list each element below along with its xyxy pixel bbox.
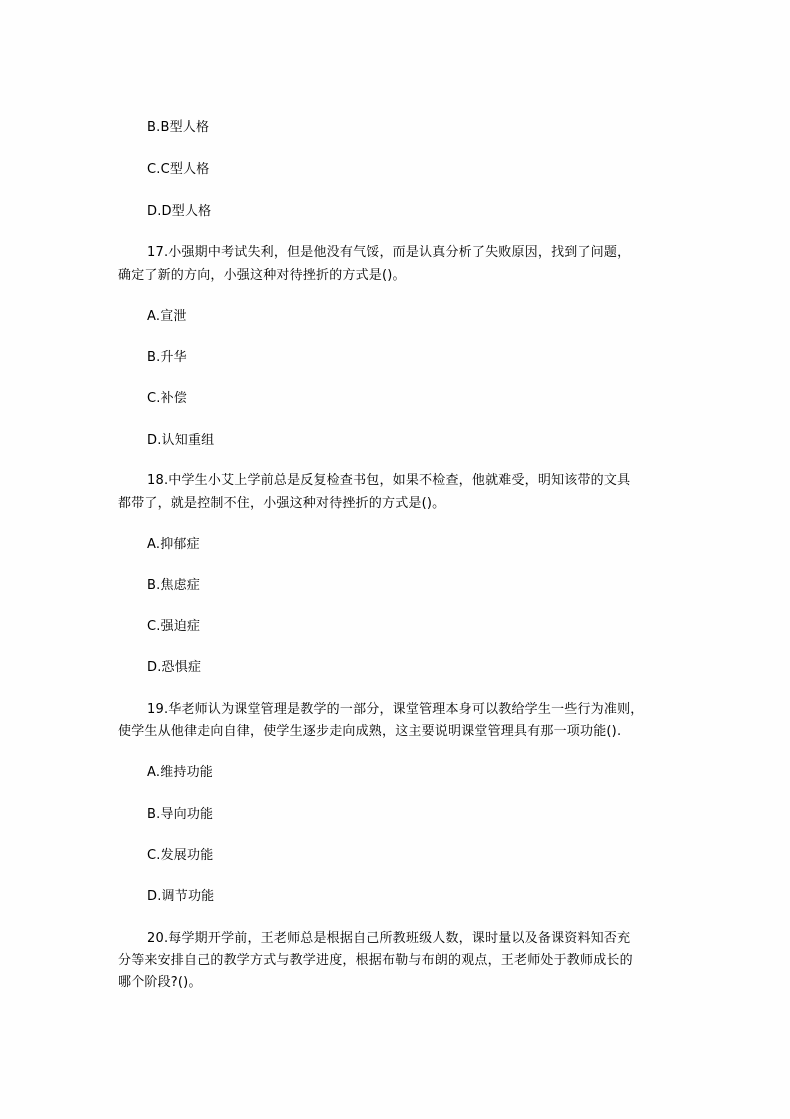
question-20-text-line-3: 哪个阶段?()。 xyxy=(118,975,202,990)
question-20-text-line-1: 20.每学期开学前，王老师总是根据自己所教班级人数，课时量以及备课资料知否充 xyxy=(147,931,631,946)
question-20-text-line-2: 分等来安排自己的教学方式与教学进度，根据布勒与布朗的观点，王老师处于教师成长的 xyxy=(118,953,633,968)
question-19-text-line-2: 使学生从他律走向自律，使学生逐步走向成熟，这主要说明课堂管理具有那一项功能(). xyxy=(118,724,622,739)
option-c: C.C型人格 xyxy=(147,162,210,177)
question-19-option-d: D.调节功能 xyxy=(147,889,215,904)
question-18-option-d: D.恐惧症 xyxy=(147,660,202,675)
question-17-option-a: A.宣泄 xyxy=(147,309,187,324)
question-19-option-a: A.维持功能 xyxy=(147,765,213,780)
question-19-text-line-1: 19.华老师认为课堂管理是教学的一部分，课堂管理本身可以教给学生一些行为准则， xyxy=(147,702,644,717)
question-17-option-d: D.认知重组 xyxy=(147,433,215,448)
question-17-text-line-2: 确定了新的方向，小强这种对待挫折的方式是()。 xyxy=(118,268,406,283)
question-17-option-c: C.补偿 xyxy=(147,391,188,406)
question-17-option-b: B.升华 xyxy=(147,350,187,365)
question-18-text-line-2: 都带了，就是控制不住，小强这种对待挫折的方式是()。 xyxy=(118,496,446,511)
question-18-text-line-1: 18.中学生小艾上学前总是反复检查书包，如果不检查，他就难受，明知该带的文具 xyxy=(147,473,631,488)
option-d: D.D型人格 xyxy=(147,204,212,219)
question-18-option-b: B.焦虑症 xyxy=(147,578,201,593)
question-19-option-c: C.发展功能 xyxy=(147,848,214,863)
question-19-option-b: B.导向功能 xyxy=(147,807,214,822)
question-18-option-c: C.强迫症 xyxy=(147,619,201,634)
option-b: B.B型人格 xyxy=(147,120,210,135)
question-17-text-line-1: 17.小强期中考试失利，但是他没有气馁，而是认真分析了失败原因，找到了问题， xyxy=(147,245,631,260)
question-18-option-a: A.抑郁症 xyxy=(147,537,200,552)
